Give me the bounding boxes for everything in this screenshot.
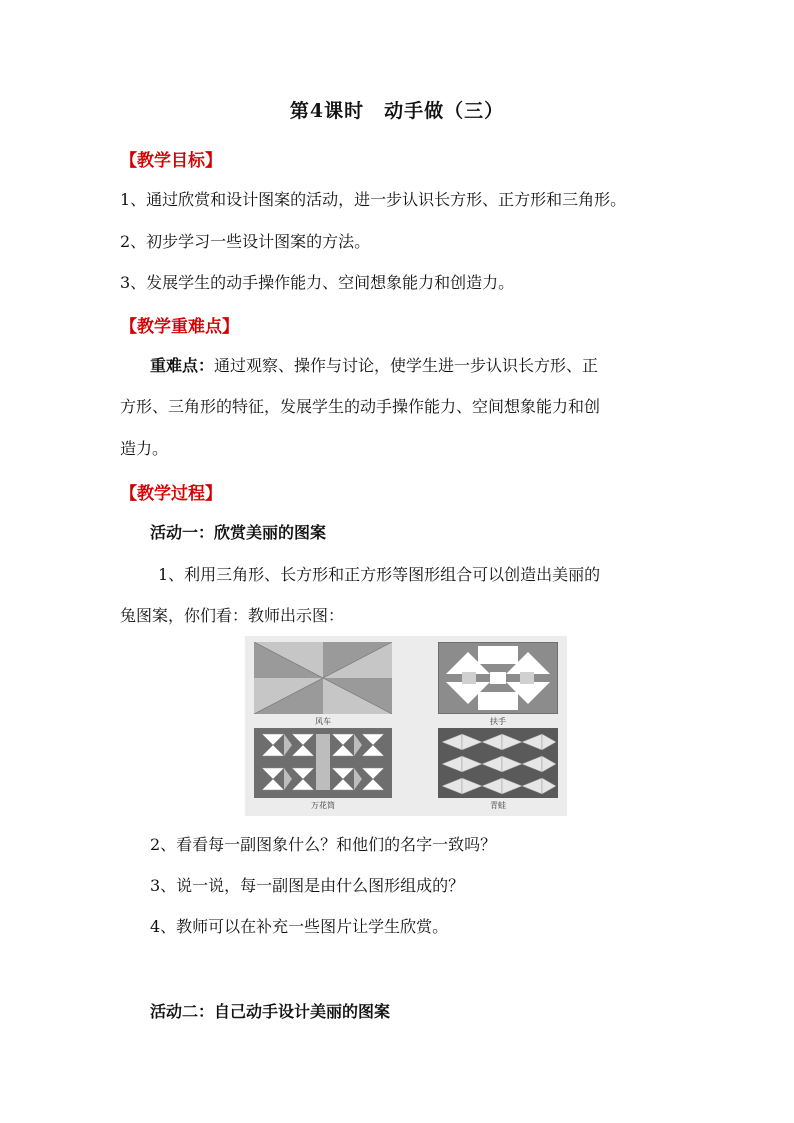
goal-item-1: 1、通过欣赏和设计图案的活动，进一步认识长方形、正方形和三角形。 [120,190,627,209]
kaleidoscope-pattern-image [254,728,392,798]
key-point-line-3: 造力。 [120,439,169,458]
section-heading-goals: 【教学目标】 [120,151,222,171]
goal-item-3: 3、发展学生的动手操作能力、空间想象能力和创造力。 [120,273,515,292]
key-point-label: 重难点： [150,356,215,375]
frog-pattern-image [438,728,558,798]
activity-1-step-1-line-1: 1、利用三角形、长方形和正方形等图形组合可以创造出美丽的 [158,565,601,584]
activity-1-title: 活动一：欣赏美丽的图案 [150,523,327,542]
caption-frog: 青蛙 [490,801,506,810]
activity-1-step-2: 2、看看每一副图象什么？和他们的名字一致吗？ [150,835,497,854]
section-heading-process: 【教学过程】 [120,484,222,504]
key-point-line-1 [150,353,710,376]
caption-handrail: 扶手 [490,717,506,726]
activity-1-step-1-line-2: 兔图案，你们看：教师出示图： [120,606,345,625]
activity-2-title: 活动二：自己动手设计美丽的图案 [150,1002,391,1021]
activity-1-step-4: 4、教师可以在补充一些图片让学生欣赏。 [150,917,449,936]
caption-windmill: 风车 [315,717,331,726]
windmill-pattern-image [254,642,392,714]
goal-item-2: 2、初步学习一些设计图案的方法。 [120,232,371,251]
key-point-text-1: 通过观察、操作与讨论，使学生进一步认识长方形、正 [214,356,599,375]
caption-kaleidoscope: 万花筒 [311,801,335,810]
section-heading-key: 【教学重难点】 [120,317,239,337]
handrail-pattern-image [438,642,558,714]
activity-1-step-3: 3、说一说，每一副图是由什么图形组成的？ [150,876,465,895]
pattern-figure [245,636,567,816]
key-point-line-2: 方形、三角形的特征，发展学生的动手操作能力、空间想象能力和创 [120,397,601,416]
page-title: 第4课时 动手做（三） [289,100,505,122]
